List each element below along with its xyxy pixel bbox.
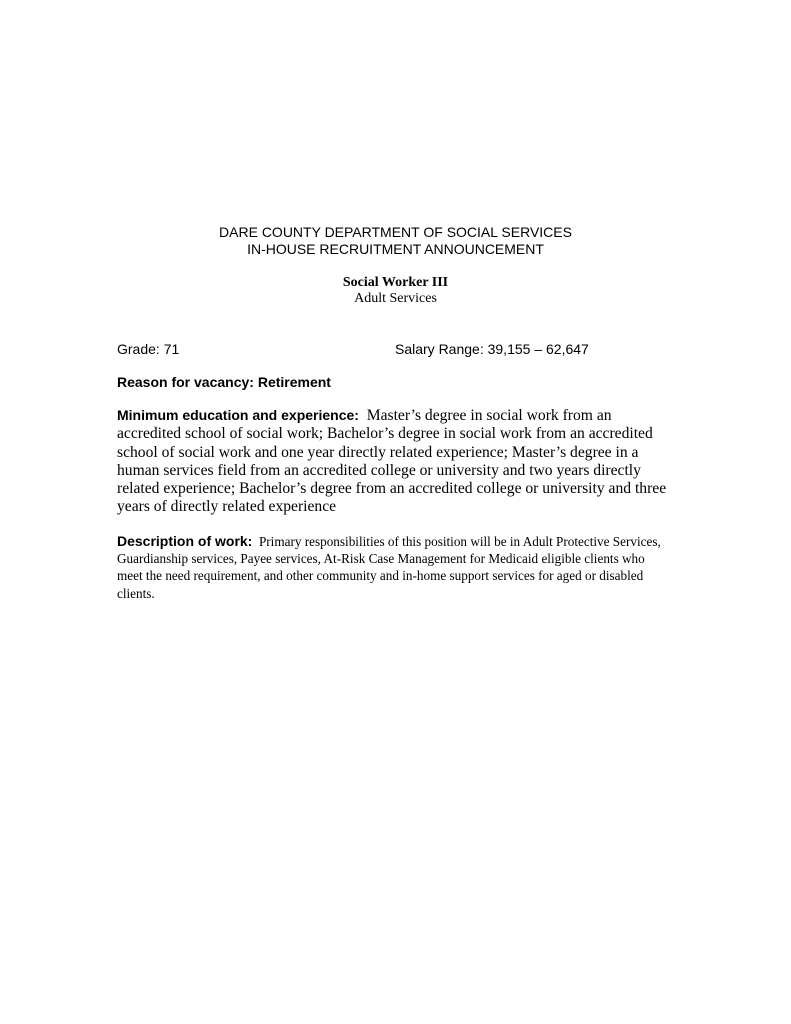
description-text: Primary responsibilities of this position will be in Adult Protective Services, Guardianship services, Payee services, At-Risk Case Management for Medicaid eligible clients who meet the need requirement, and other community and in-home support services for aged or disabled clients. xyxy=(117,534,661,601)
position-title: Social Worker III xyxy=(342,275,449,290)
description-section xyxy=(117,533,662,602)
position-division: Adult Services xyxy=(354,291,437,306)
grade-text: Grade: 71 xyxy=(117,341,180,357)
minimum-education-text: Master’s degree in social work from an accredited school of social work; Bachelor’s degree in social work from an accredited school of social work and one year directly related experience; Master’s degree in a human services field from an accredited college or university and two years directly related experience; Bachelor’s degree from an accredited college or university and three years of directly related experience xyxy=(117,407,667,516)
salary-range-text: Salary Range: 39,155 – 62,647 xyxy=(395,341,589,357)
description-label: Description of work: xyxy=(117,533,253,549)
grade-salary-row xyxy=(117,341,677,358)
minimum-education-section xyxy=(117,406,677,517)
position-title-block xyxy=(0,275,791,307)
announcement-type: IN-HOUSE RECRUITMENT ANNOUNCEMENT xyxy=(247,241,544,257)
minimum-education-label: Minimum education and experience: xyxy=(117,407,359,423)
vacancy-reason: Reason for vacancy: Retirement xyxy=(117,374,331,390)
department-name: DARE COUNTY DEPARTMENT OF SOCIAL SERVICES xyxy=(219,224,572,240)
announcement-header xyxy=(0,224,791,258)
